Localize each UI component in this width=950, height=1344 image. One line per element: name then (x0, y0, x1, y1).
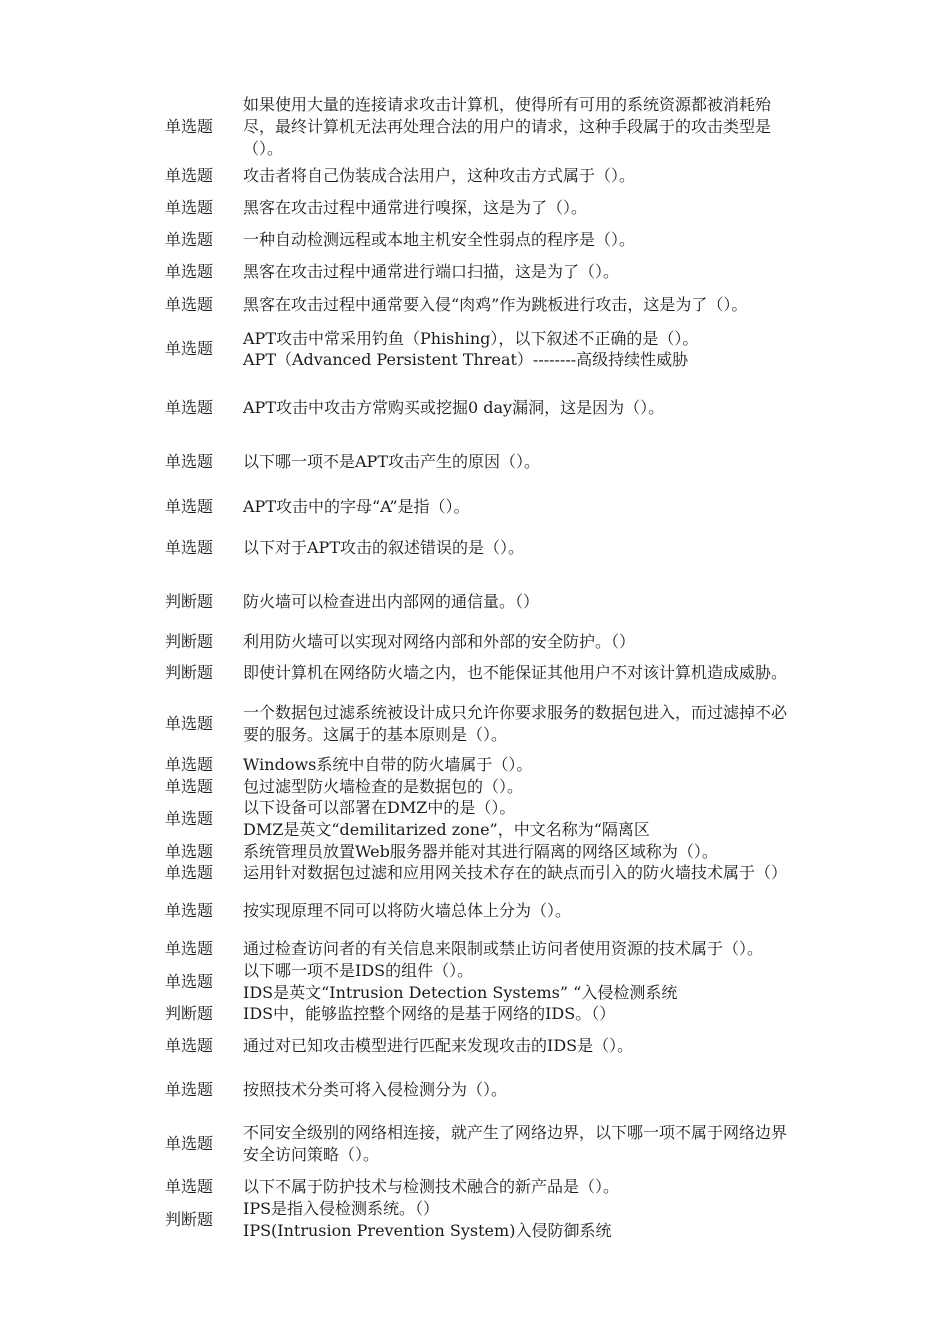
question-type: 单选题 (165, 452, 214, 471)
question-text-line: 一种自动检测远程或本地主机安全性弱点的程序是（）。 (243, 230, 636, 249)
question-type: 判断题 (165, 663, 214, 682)
question-text (243, 1003, 863, 1025)
question-text (243, 754, 863, 776)
question-text (243, 1079, 863, 1101)
question-text (243, 662, 863, 684)
question-text (243, 631, 863, 653)
question-text-line: 运用针对数据包过滤和应用网关技术存在的缺点而引入的防火墙技术属于（） (243, 863, 788, 882)
question-type: 单选题 (165, 972, 214, 991)
question-text (243, 229, 863, 251)
question-text-line: 如果使用大量的连接请求攻击计算机，使得所有可用的系统资源都被消耗殆 (243, 95, 772, 114)
question-type: 单选题 (165, 1177, 214, 1196)
question-text-line: 黑客在攻击过程中通常进行嗅探，这是为了（）。 (243, 198, 588, 217)
question-type: 单选题 (165, 1134, 214, 1153)
question-text (243, 328, 863, 370)
question-type: 单选题 (165, 842, 214, 861)
question-type: 单选题 (165, 295, 214, 314)
question-text-line: 要的服务。这属于的基本原则是（）。 (243, 725, 508, 744)
question-text-line: APT攻击中的字母“A”是指（）。 (243, 497, 470, 516)
question-text (243, 165, 863, 187)
question-text (243, 294, 863, 316)
question-text (243, 960, 863, 1004)
question-text (243, 776, 863, 798)
question-text (243, 1176, 863, 1198)
question-text-line: APT攻击中常采用钓鱼（Phishing），以下叙述不正确的是（）。 (243, 329, 699, 348)
question-type: 单选题 (165, 1036, 214, 1055)
question-text-line: 以下设备可以部署在DMZ中的是（）。 (243, 798, 516, 817)
question-type: 判断题 (165, 1210, 214, 1229)
question-type: 单选题 (165, 230, 214, 249)
question-text-line: 包过滤型防火墙检查的是数据包的（）。 (243, 777, 524, 796)
question-text-line: 即使计算机在网络防火墙之内，也不能保证其他用户不对该计算机造成威胁。 (243, 663, 788, 682)
question-text (243, 938, 863, 960)
question-text-line: 利用防火墙可以实现对网络内部和外部的安全防护。（） (243, 632, 636, 651)
question-text (243, 797, 863, 841)
question-text-line: 尽，最终计算机无法再处理合法的用户的请求，这种手段属于的攻击类型是 (243, 117, 772, 136)
question-type: 单选题 (165, 398, 214, 417)
question-text (243, 900, 863, 922)
question-type: 单选题 (165, 262, 214, 281)
question-type: 单选题 (165, 538, 214, 557)
question-type: 单选题 (165, 166, 214, 185)
question-type: 单选题 (165, 755, 214, 774)
question-text (243, 1198, 863, 1242)
question-type: 判断题 (165, 1004, 214, 1023)
question-text (243, 702, 863, 746)
question-text (243, 862, 863, 884)
question-text (243, 451, 863, 473)
question-text-line: 黑客在攻击过程中通常要入侵“肉鸡”作为跳板进行攻击，这是为了（）。 (243, 295, 748, 314)
question-text-line: APT攻击中攻击方常购买或挖掘0 day漏洞，这是因为（）。 (243, 398, 665, 417)
question-text (243, 1035, 863, 1057)
question-type: 单选题 (165, 714, 214, 733)
question-type: 单选题 (165, 117, 214, 136)
question-text-line: 黑客在攻击过程中通常进行端口扫描，这是为了（）。 (243, 262, 620, 281)
question-text-line: IPS(Intrusion Prevention System)入侵防御系统 (243, 1221, 612, 1240)
question-text-line: 通过对已知攻击模型进行匹配来发现攻击的IDS是（）。 (243, 1036, 634, 1055)
question-text-line: （）。 (243, 139, 284, 158)
question-text-line: IDS是英文“Intrusion Detection Systems” “入侵检测系统 (243, 983, 678, 1002)
question-text-line: APT（Advanced Persistent Threat）--------高级持续性威胁 (243, 350, 689, 369)
question-type: 单选题 (165, 777, 214, 796)
question-type: 单选题 (165, 198, 214, 217)
question-text (243, 591, 863, 613)
question-type: 判断题 (165, 592, 214, 611)
question-text-line: 按照技术分类可将入侵检测分为（）。 (243, 1080, 508, 1099)
question-text (243, 496, 863, 518)
question-text (243, 841, 863, 863)
question-text (243, 261, 863, 283)
question-text-line: 以下不属于防护技术与检测技术融合的新产品是（）。 (243, 1177, 620, 1196)
question-text-line: IPS是指入侵检测系统。（） (243, 1199, 440, 1218)
question-text-line: 以下哪一项不是APT攻击产生的原因（）。 (243, 452, 540, 471)
question-text-line: 攻击者将自己伪装成合法用户，这种攻击方式属于（）。 (243, 166, 636, 185)
question-type: 单选题 (165, 339, 214, 358)
question-type: 单选题 (165, 1080, 214, 1099)
question-text-line: Windows系统中自带的防火墙属于（）。 (243, 755, 533, 774)
question-text-line: 不同安全级别的网络相连接，就产生了网络边界，以下哪一项不属于网络边界 (243, 1123, 788, 1142)
question-type: 判断题 (165, 632, 214, 651)
question-text-line: 防火墙可以检查进出内部网的通信量。（） (243, 592, 540, 611)
question-text-line: 以下对于APT攻击的叙述错误的是（）。 (243, 538, 524, 557)
question-text-line: 安全访问策略（）。 (243, 1145, 380, 1164)
question-text (243, 397, 863, 419)
question-type: 单选题 (165, 863, 214, 882)
question-text (243, 537, 863, 559)
question-text (243, 197, 863, 219)
question-text-line: 系统管理员放置Web服务器并能对其进行隔离的网络区域称为（）。 (243, 842, 718, 861)
question-text-line: 按实现原理不同可以将防火墙总体上分为（）。 (243, 901, 572, 920)
question-text-line: 一个数据包过滤系统被设计成只允许你要求服务的数据包进入，而过滤掉不必 (243, 703, 788, 722)
question-type: 单选题 (165, 939, 214, 958)
question-text (243, 1122, 863, 1166)
question-type: 单选题 (165, 901, 214, 920)
question-text-line: 以下哪一项不是IDS的组件（）。 (243, 961, 474, 980)
question-text (243, 94, 863, 160)
question-type: 单选题 (165, 809, 214, 828)
question-type: 单选题 (165, 497, 214, 516)
question-text-line: 通过检查访问者的有关信息来限制或禁止访问者使用资源的技术属于（）。 (243, 939, 764, 958)
question-text-line: DMZ是英文“demilitarized zone”，中文名称为“隔离区 (243, 820, 650, 839)
question-text-line: IDS中，能够监控整个网络的是基于网络的IDS。（） (243, 1004, 616, 1023)
